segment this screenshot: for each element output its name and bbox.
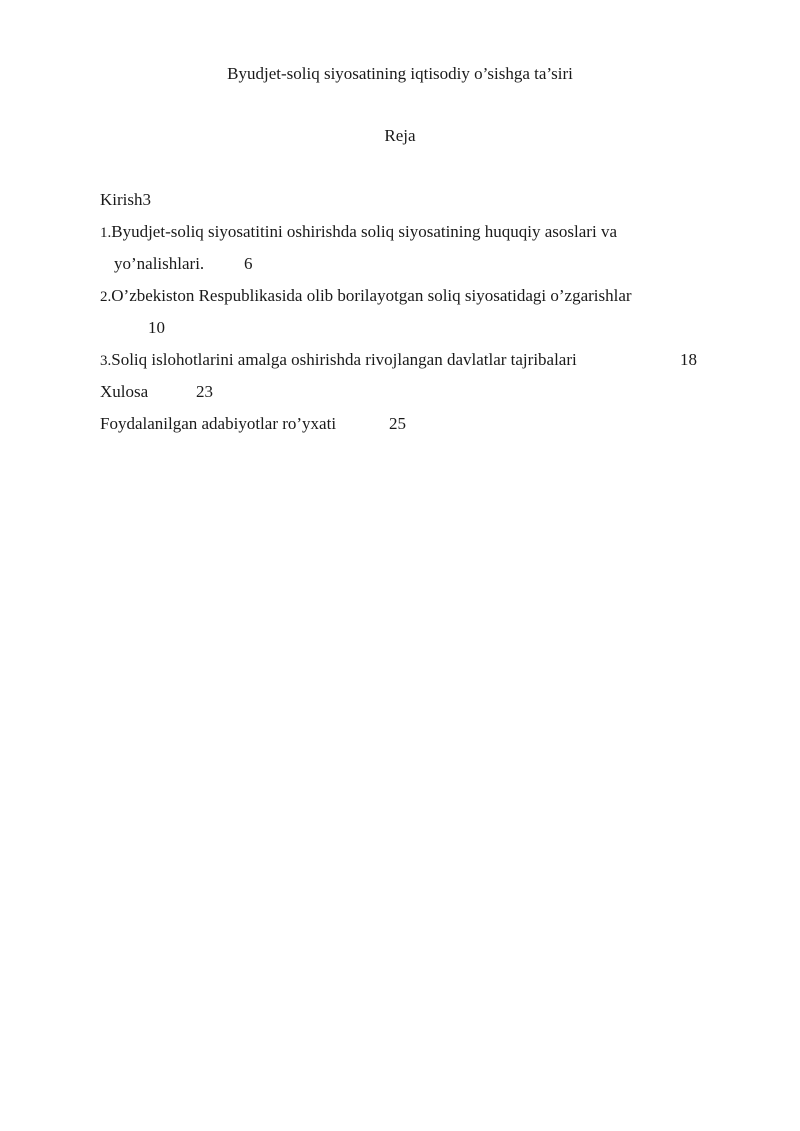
- toc-entry-references: [100, 408, 336, 440]
- toc-entry-1-continuation: [114, 248, 204, 280]
- toc-entry-3-text: Soliq islohotlarini amalga oshirishda rivojlangan davlatlar tajribalari: [111, 350, 577, 369]
- toc-intro-page: 3: [142, 190, 151, 209]
- toc-entry-3-page: 18: [680, 350, 697, 369]
- toc-entry-conclusion: [100, 376, 148, 408]
- toc-entry-2: [100, 280, 632, 313]
- toc-references-page: 25: [389, 414, 406, 433]
- toc-conclusion-page: 23: [196, 382, 213, 401]
- toc-entry-3: [100, 344, 577, 377]
- document-title: Byudjet-soliq siyosatining iqtisodiy o’sishga ta’siri: [227, 64, 573, 83]
- toc-conclusion-label: Xulosa: [100, 382, 149, 401]
- toc-entry-2-page: 10: [148, 318, 165, 337]
- toc-entry-1-page: 6: [244, 254, 253, 273]
- toc-intro-label: Kirish: [100, 190, 143, 209]
- toc-entry-1-text: Byudjet-soliq siyosatitini oshirishda soliq siyosatining huquqiy asoslari va: [111, 222, 617, 241]
- document-subtitle: Reja: [384, 126, 416, 145]
- toc-entry-2-number: 2.: [100, 289, 112, 305]
- toc-entry-1-text-continued: yo’nalishlari.: [114, 254, 205, 273]
- toc-entry-3-number: 3.: [100, 353, 112, 369]
- toc-entry-1: [100, 216, 617, 249]
- toc-entry-1-number: 1.: [100, 225, 112, 241]
- toc-entry-intro: [100, 184, 151, 216]
- toc-entry-2-text: O’zbekiston Respublikasida olib borilayotgan soliq siyosatidagi o’zgarishlar: [111, 286, 632, 305]
- toc-references-label: Foydalanilgan adabiyotlar ro’yxati: [100, 414, 337, 433]
